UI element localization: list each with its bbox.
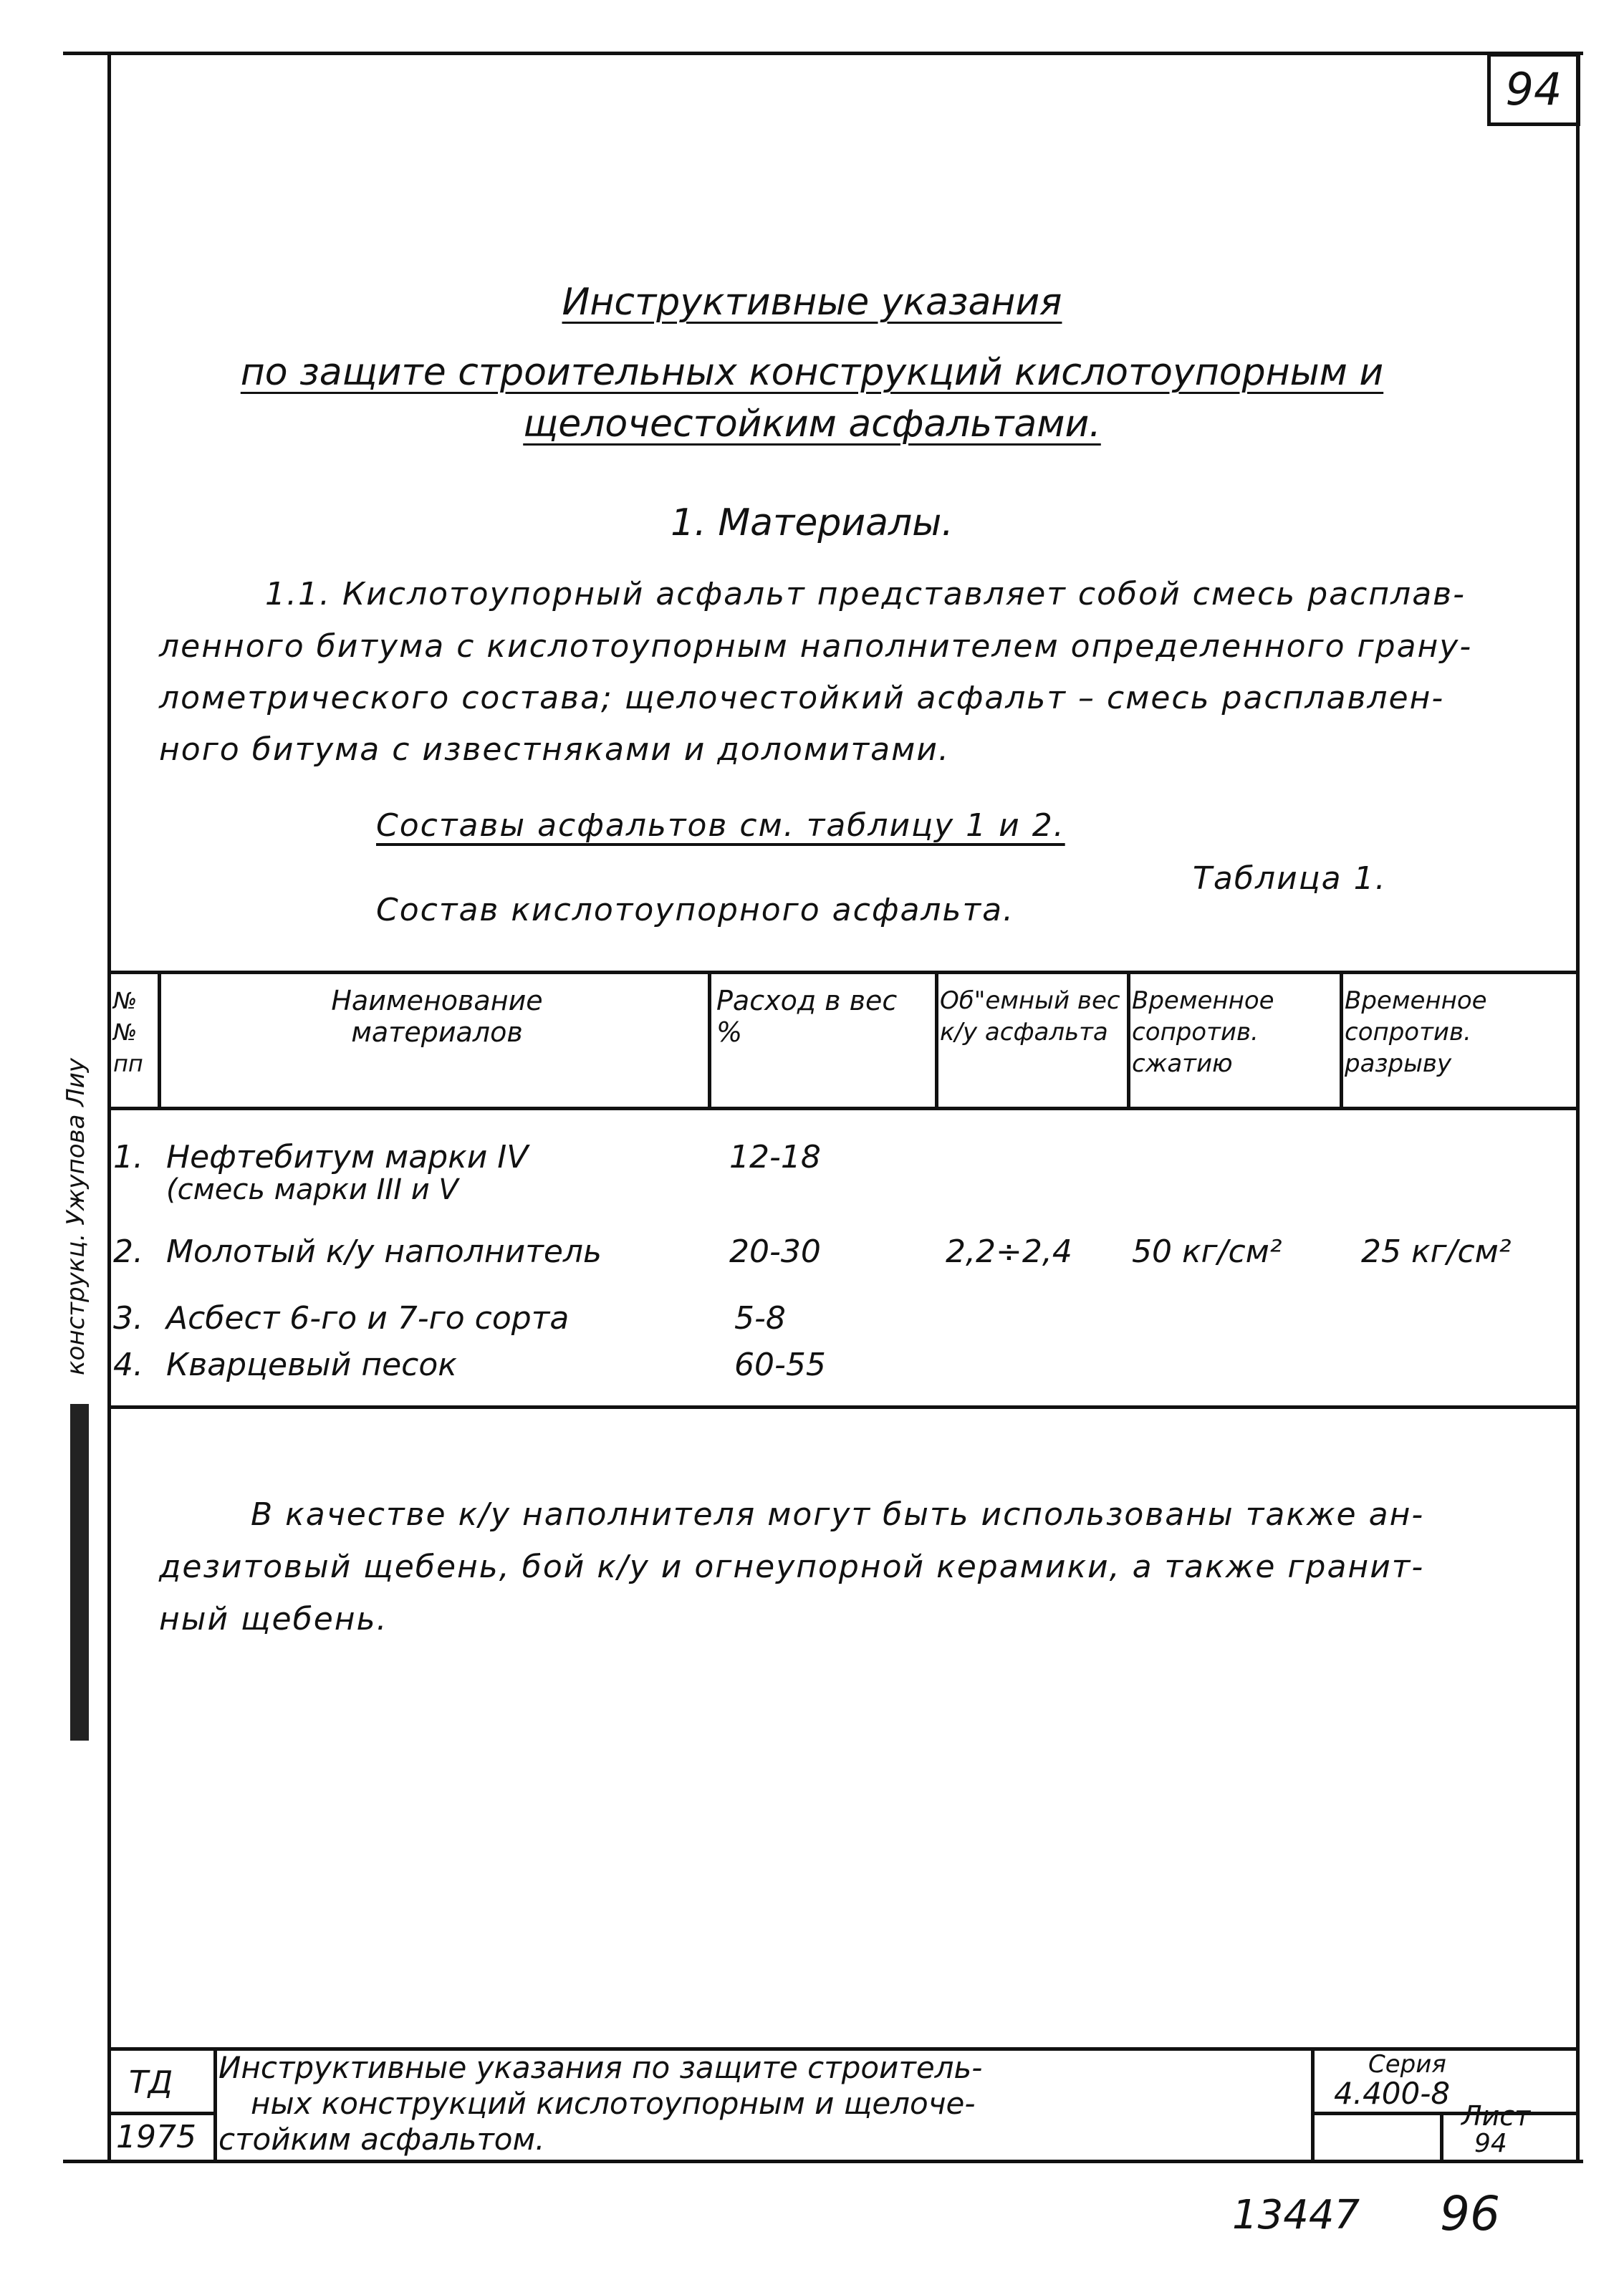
title-line-3: щелочестойким асфальтами. [523,403,1101,446]
stamp-col-line-2 [1311,2047,1315,2162]
header-name: Наименование материалов [331,985,543,1048]
row-1-name-continued: (смесь марки III и V [166,1173,458,1206]
header-num: №№ пп [113,987,143,1077]
paragraph-line-2: ленного битума с кислотоупорным наполнителем определенного грану- [159,628,1473,665]
section-heading: 1. Материалы. [671,501,953,544]
table-caption: Состав кислотоупорного асфальта. [376,892,1015,928]
table-col-line-2 [708,971,711,1110]
note-line-2: дезитовый щебень, бой к/у и огнеупорной керамики, а также гранит- [159,1549,1425,1585]
title-line-2: по защите строительных конструкций кислотоупорным и [240,351,1384,394]
table-bottom-line [107,1405,1580,1409]
row-1-num: 1. [113,1139,143,1175]
header-volume-weight: Об"емный вес к/у асфальта [940,986,1120,1047]
row-2-name: Молотый к/у наполнитель [166,1233,602,1270]
stamp-desc-line-1: Инструктивные указания по защите строитель- [218,2050,983,2085]
footer-doc-number: 13447 [1232,2192,1360,2238]
row-4-num: 4. [113,1347,143,1383]
stamp-sheet-label: Лист [1461,2100,1531,2132]
frame-top-line [63,52,1583,55]
stamp-org: ТД [129,2064,173,2101]
footer-page: 96 [1440,2186,1500,2241]
stamp-series-value: 4.400-8 [1334,2076,1451,2111]
stamp-col-line-3 [1440,2112,1443,2162]
stamp-middle-line [107,2112,215,2115]
row-2-num: 2. [113,1233,143,1270]
header-compression: Временное сопротив. сжатию [1132,986,1274,1078]
margin-note: конструкц. Ужупова Лиу [62,1057,90,1375]
paragraph-line-4: ного битума с известняками и доломитами. [159,731,950,768]
table-col-line-3 [935,971,938,1110]
stamp-year: 1975 [116,2119,196,2155]
table-col-line-1 [158,971,161,1110]
row-3-name: Асбест 6-го и 7-го сорта [166,1300,570,1337]
row-3-num: 3. [113,1300,143,1337]
margin-binding-strip [70,1404,89,1741]
row-2-tension: 25 кг/см² [1361,1233,1512,1270]
header-tension: Временное сопротив. разрыву [1345,986,1487,1078]
row-4-name: Кварцевый песок [166,1347,457,1383]
row-2-volume-weight: 2,2÷2,4 [946,1233,1072,1270]
table-col-line-4 [1127,971,1130,1110]
table-label: Таблица 1. [1193,860,1387,897]
table-col-line-5 [1340,971,1343,1110]
row-1-consumption: 12-18 [729,1139,821,1175]
row-3-consumption: 5-8 [734,1300,786,1337]
stamp-col-line-1 [213,2047,217,2162]
stamp-desc-line-3: стойким асфальтом. [218,2122,545,2157]
stamp-right-middle-line [1311,2112,1580,2115]
row-4-consumption: 60-55 [734,1347,826,1383]
row-1-name: Нефтебитум марки IV [166,1139,529,1175]
row-2-consumption: 20-30 [729,1233,821,1270]
title-line-1: Инструктивные указания [562,281,1062,324]
paragraph-line-3: лометрического состава; щелочестойкий асфальт – смесь расплавлен- [159,680,1445,716]
table-header-bottom-line [107,1107,1580,1110]
stamp-desc-line-2: ных конструкций кислотоупорным и щелоче- [251,2086,976,2121]
see-tables-note: Составы асфальтов см. таблицу 1 и 2. [376,807,1065,844]
paragraph-line-1: 1.1. Кислотоупорный асфальт представляет собой смесь расплав- [265,576,1466,612]
note-line-1: В качестве к/у наполнителя могут быть использованы также ан- [251,1496,1425,1533]
frame-bottom-line [63,2160,1583,2163]
row-2-compression: 50 кг/см² [1132,1233,1282,1270]
stamp-series-label: Серия [1368,2050,1446,2079]
note-line-3: ный щебень. [159,1601,388,1637]
table-top-line [107,971,1580,974]
page-number: 94 [1487,53,1580,126]
stamp-sheet-value: 94 [1474,2129,1507,2158]
header-consumption: Расход в вес % [716,985,898,1048]
